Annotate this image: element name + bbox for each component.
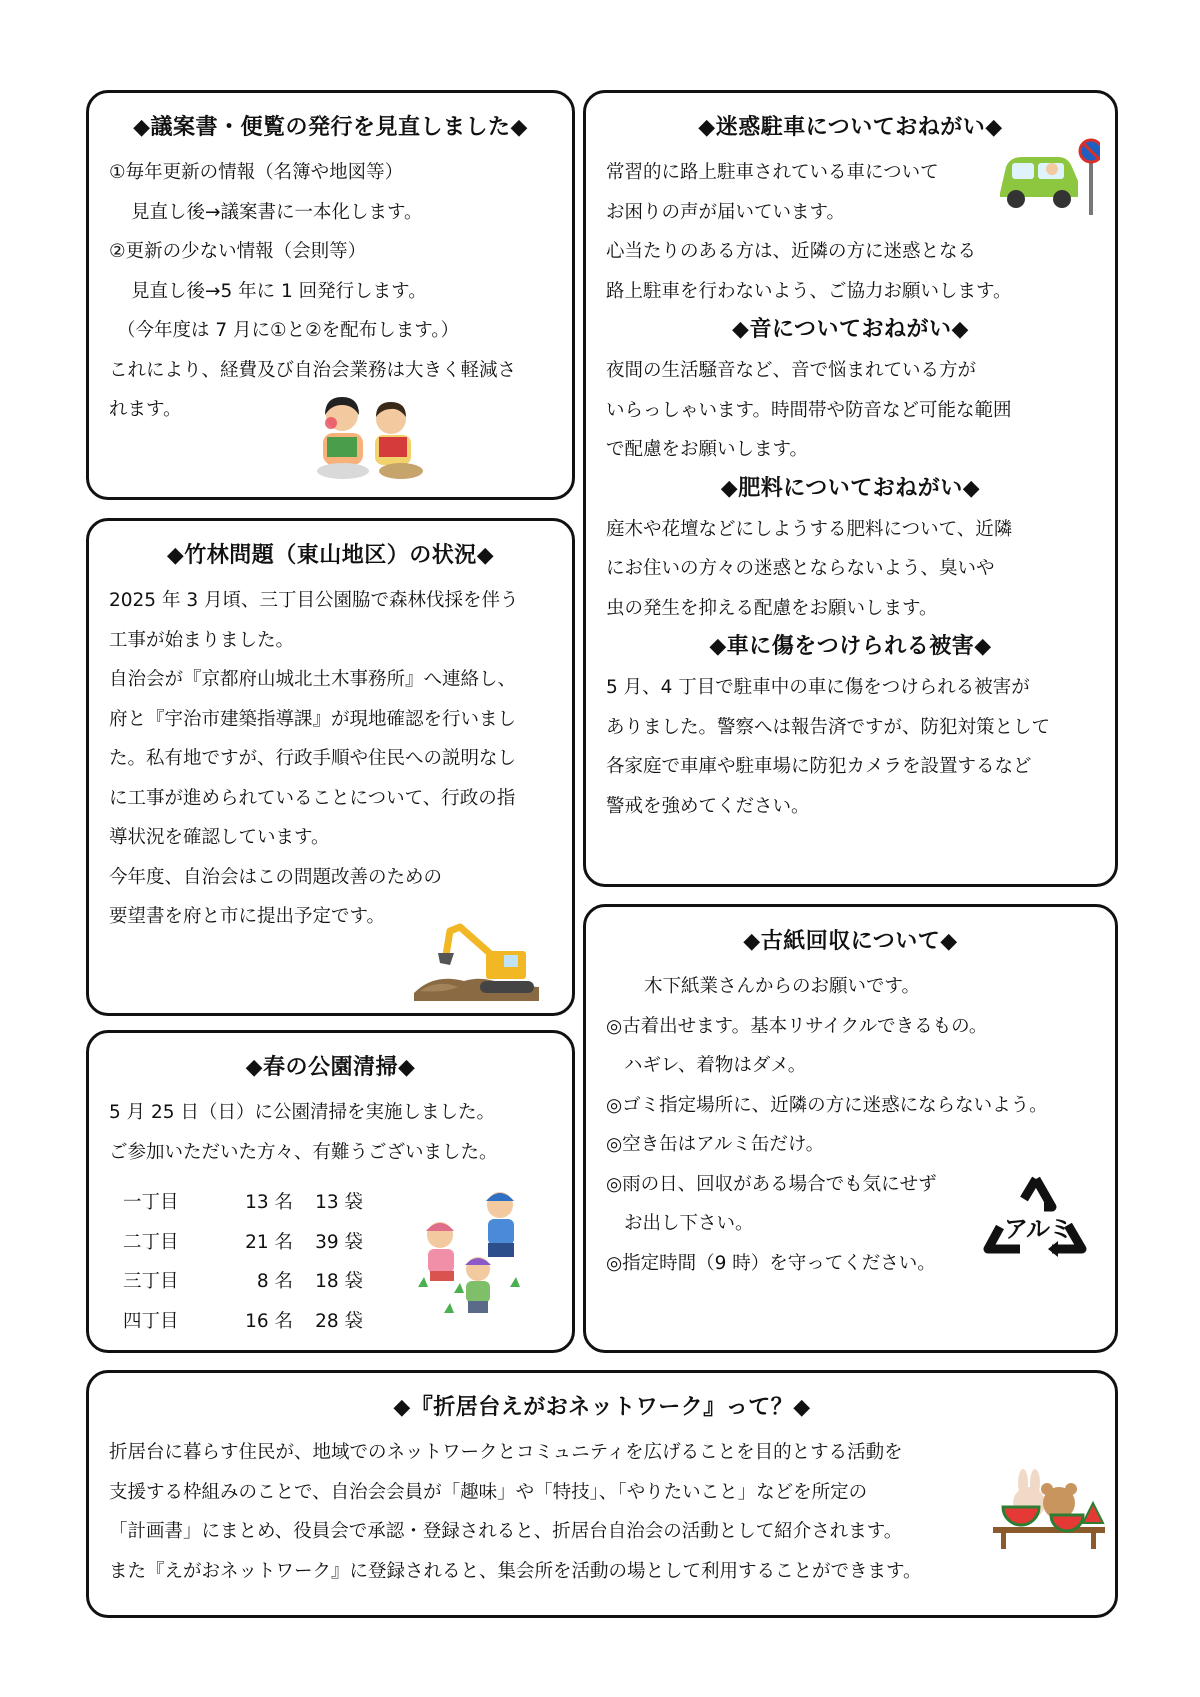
damage-line: ありました。警察へは報告済ですが、防犯対策として [606,716,1051,738]
paper-title: ◆古紙回収について◆ [743,929,958,954]
network-line: 折居台に暮らす住民が、地域でのネットワークとコミュニティを広げることを目的とする活動を [109,1442,903,1463]
people-cell: 21 名 [245,1231,293,1253]
requests-section [583,90,1118,887]
table-row [123,1302,363,1342]
bamboo-line: に工事が進められていることについて、行政の指 [109,787,516,809]
fertilizer-line: 虫の発生を抑える配慮をお願いします。 [606,597,938,619]
review-line: ②更新の少ない情報（会則等） [109,241,367,262]
fertilizer-line: 庭木や花壇などにしようする肥料について、近隣 [606,518,1013,540]
paper-line: ◎指定時間（9 時）を守ってください。 [606,1252,936,1274]
bamboo-title: ◆竹林問題（東山地区）の状況◆ [166,543,495,568]
cleanup-table [123,1183,363,1341]
bags-cell: 13 袋 [315,1192,363,1213]
people-cell: 13 名 [245,1192,293,1213]
paper-line: ◎雨の日、回収がある場合でも気にせず [606,1173,937,1195]
damage-line: 警戒を強めてください。 [606,795,810,817]
damage-line: 5 月、4 丁目で駐車中の車に傷をつけられる被害が [606,677,1030,698]
bamboo-line: 要望書を府と市に提出予定です。 [109,906,386,927]
bags-cell: 18 袋 [315,1271,363,1292]
children-reading-illustration [309,393,429,483]
parking-line: 路上駐車を行わないよう、ご協力お願いします。 [606,280,1012,302]
review-line: れます。 [109,399,182,420]
damage-title: ◆車に傷をつけられる被害◆ [709,634,992,659]
bamboo-line: 導状況を確認しています。 [109,827,330,848]
area-cell: 一丁目 [123,1192,179,1213]
damage-line: 各家庭で車庫や駐車場に防犯カメラを設置するなど [606,756,1032,777]
area-cell: 四丁目 [123,1310,179,1332]
paper-line: ハギレ、着物はダメ。 [624,1055,807,1076]
cleanup-title: ◆春の公園清掃◆ [245,1055,416,1080]
parking-line: 常習的に路上駐車されている車について [606,162,939,183]
parked-car-illustration [996,137,1100,219]
network-line: また『えがおネットワーク』に登録されると、集会所を活動の場として利用することができます。 [109,1560,922,1582]
table-row [123,1223,363,1263]
aluminum-recycle-mark [982,1171,1090,1267]
bamboo-line: 2025 年 3 月頃、三丁目公園脇で森林伐採を伴う [109,590,519,611]
cleanup-section [86,1030,575,1353]
bags-cell: 39 袋 [315,1231,363,1253]
paper-section [583,904,1118,1353]
parking-line: 心当たりのある方は、近隣の方に迷惑となる [606,241,977,262]
watermelon-animals-illustration [989,1463,1109,1553]
review-line: 見直し後→議案書に一本化します。 [131,201,423,223]
review-section [86,90,575,500]
fertilizer-line: にお住いの方々の迷惑とならないよう、臭いや [606,558,995,579]
noise-line: いらっしゃいます。時間帯や防音など可能な範囲 [606,399,1012,421]
recycle-mark-label: アルミ [1004,1215,1073,1243]
excavator-illustration [414,921,544,1003]
review-title: ◆議案書・便覧の発行を見直しました◆ [133,115,528,140]
parking-line: お困りの声が届いています。 [606,201,846,223]
parking-title: ◆迷惑駐車についておねがい◆ [698,115,1003,140]
cleanup-line: 5 月 25 日（日）に公園清掃を実施しました。 [109,1102,495,1123]
bamboo-line: 府と『宇治市建築指導課』が現地確認を行いまし [109,708,517,730]
park-cleanup-illustration [414,1183,534,1323]
bamboo-line: た。私有地ですが、行政手順や住民への説明なし [109,748,517,769]
table-row [123,1183,363,1223]
fertilizer-title: ◆肥料についておねがい◆ [720,475,981,501]
table-row [123,1262,363,1302]
review-line: ①毎年更新の情報（名簿や地図等） [109,162,404,183]
paper-line: ◎ゴミ指定場所に、近隣の方に迷惑にならないよう。 [606,1094,1048,1116]
bamboo-line: 自治会が『京都府山城北土木事務所』へ連絡し、 [109,669,517,690]
review-line: （今年度は 7 月に①と②を配布します。） [117,320,459,341]
noise-line: で配慮をお願いします。 [606,439,809,460]
review-line: 見直し後→5 年に 1 回発行します。 [131,280,427,302]
paper-line: ◎空き缶はアルミ缶だけ。 [606,1134,825,1155]
noise-line: 夜間の生活騒音など、音で悩まれている方が [606,360,977,381]
bamboo-line: 今年度、自治会はこの問題改善のための [109,866,443,888]
people-cell: 8 名 [256,1271,293,1292]
noise-title: ◆音についておねがい◆ [732,317,969,342]
bags-cell: 28 袋 [315,1310,363,1332]
network-section [86,1370,1118,1618]
cleanup-line: ご参加いただいた方々、有難うございました。 [109,1141,498,1163]
paper-line: お出し下さい。 [624,1213,754,1234]
people-cell: 16 名 [245,1310,293,1332]
network-line: 支援する枠組みのことで、自治会会員が「趣味」や「特技」、「やりたいこと」などを所定の [109,1481,868,1503]
paper-line: 木下紙業さんからのお願いです。 [644,976,921,997]
area-cell: 二丁目 [123,1231,179,1253]
paper-line: ◎古着出せます。基本リサイクルできるもの。 [606,1015,988,1037]
network-title: ◆『折居台えがおネットワーク』って？◆ [393,1395,811,1420]
review-line: これにより、経費及び自治会業務は大きく軽減さ [109,359,517,381]
bamboo-line: 工事が始まりました。 [109,629,295,651]
network-line: 「計画書」にまとめ、役員会で承認・登録されると、折居台自治会の活動として紹介されます。 [109,1521,903,1542]
area-cell: 三丁目 [123,1271,179,1292]
bamboo-section [86,518,575,1016]
